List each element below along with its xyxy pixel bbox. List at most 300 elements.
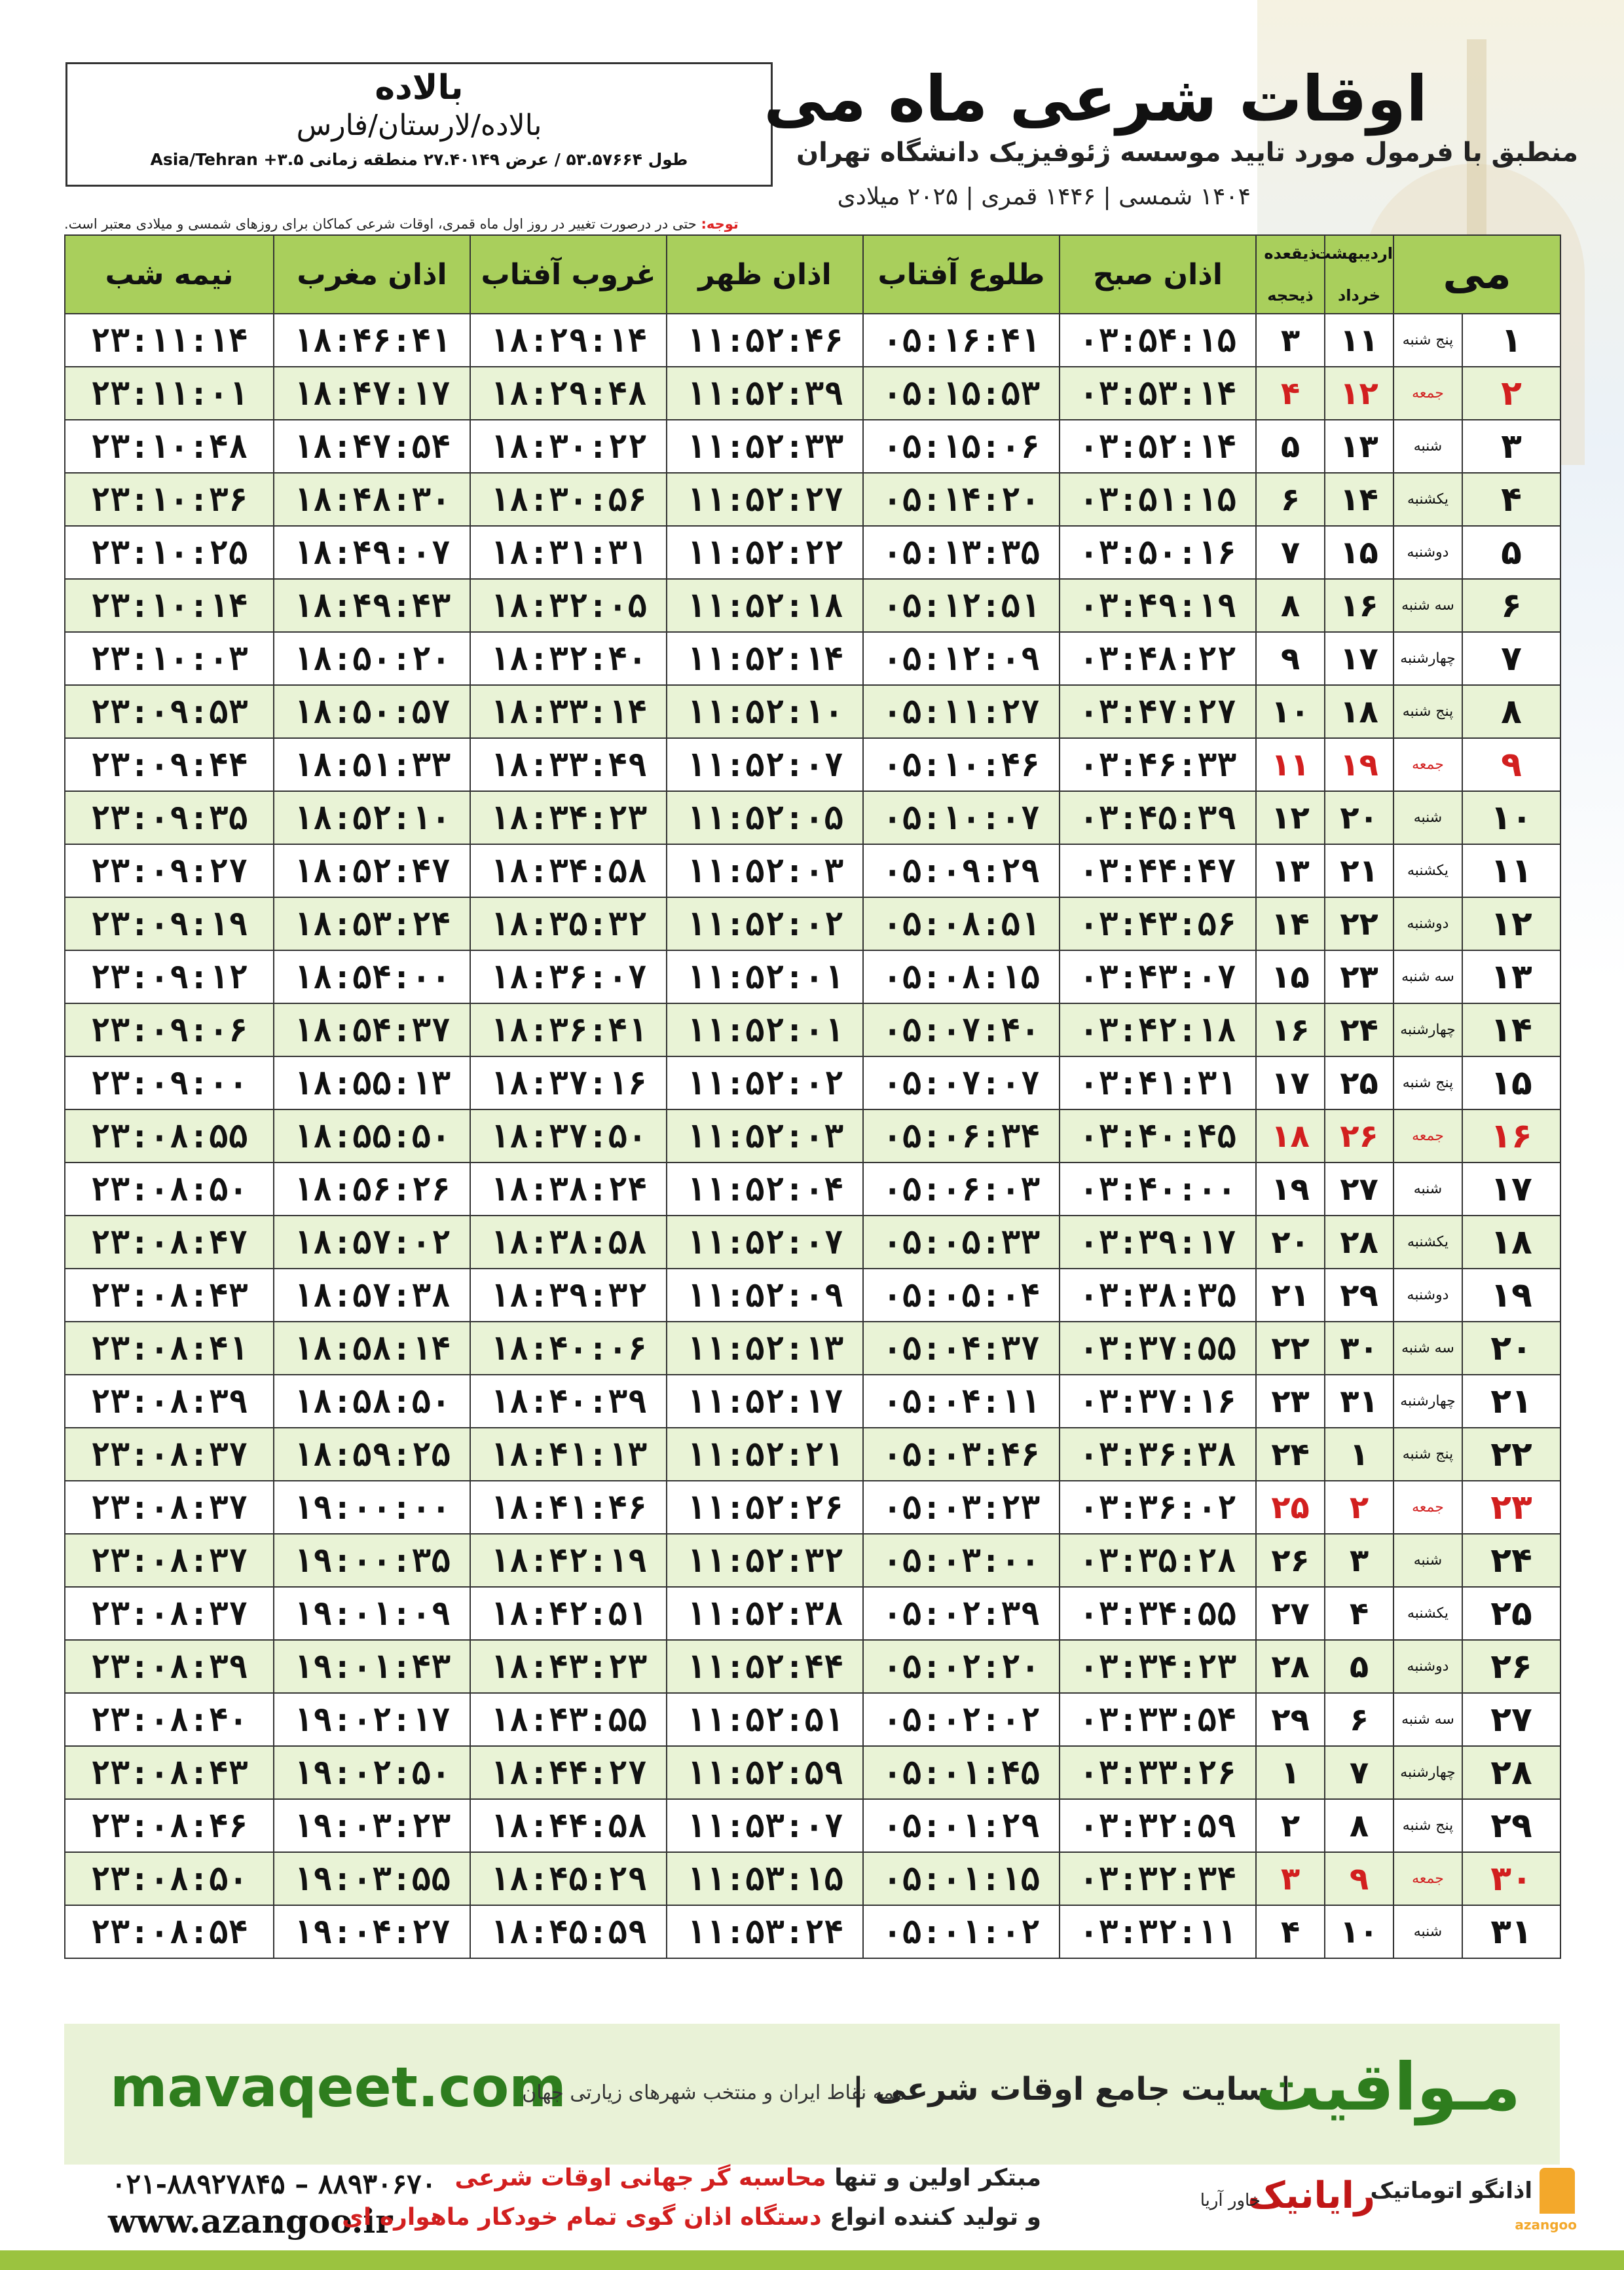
header-sunset: غروب آفتاب [470, 235, 667, 314]
day-number: ۲۹ [1490, 1806, 1532, 1846]
qamari-date: ۱۵ [1271, 958, 1310, 995]
midnight-time: ۲۳:۱۱:۱۴ [90, 321, 248, 360]
shamsi-date: ۱۱ [1340, 322, 1378, 359]
sunrise-time: ۰۵:۱۱:۲۷ [882, 692, 1041, 731]
sunrise-time: ۰۵:۰۸:۱۵ [882, 958, 1041, 996]
sunset-time: ۱۸:۳۴:۲۳ [489, 798, 648, 837]
midnight-time: ۲۳:۰۸:۵۰ [90, 1859, 248, 1898]
fajr-time-cell [1060, 367, 1256, 420]
weekday-name: پنج شنبه [1402, 703, 1454, 720]
day-number-cell [1462, 1640, 1560, 1693]
sunset-time-cell [470, 1534, 667, 1587]
dhuhr-time-cell [667, 1640, 863, 1693]
day-number-cell [1462, 632, 1560, 685]
fajr-time-cell [1060, 1746, 1256, 1799]
sunrise-time-cell [863, 367, 1060, 420]
day-number: ۱۳ [1490, 957, 1532, 997]
qamari-date: ۲ [1280, 1807, 1301, 1844]
sunrise-time: ۰۵:۰۳:۲۳ [882, 1488, 1041, 1527]
azangoo-logo: اذانگو اتوماتیک [1370, 2178, 1532, 2204]
dhuhr-time-cell [667, 1799, 863, 1852]
qamari-date: ۲۳ [1271, 1383, 1310, 1420]
weekday-name: سه شنبه [1401, 597, 1454, 614]
sunrise-time-cell [863, 420, 1060, 473]
qamari-date-cell [1256, 1587, 1325, 1640]
day-number: ۱۴ [1490, 1010, 1532, 1050]
maghrib-time-cell [274, 1534, 470, 1587]
sunrise-time-cell [863, 1163, 1060, 1216]
qamari-date: ۲۵ [1271, 1489, 1310, 1526]
fajr-time-cell [1060, 1216, 1256, 1269]
table-row [65, 632, 1560, 685]
dhuhr-time: ۱۱:۵۲:۰۳ [686, 851, 844, 890]
qamari-date-cell [1256, 950, 1325, 1003]
sunrise-time: ۰۵:۰۳:۰۰ [882, 1541, 1041, 1580]
shamsi-date: ۲۵ [1340, 1064, 1378, 1102]
shamsi-date: ۴ [1349, 1595, 1369, 1632]
shamsi-date-cell [1325, 1003, 1393, 1056]
weekday-name: شنبه [1413, 809, 1443, 826]
fajr-time-cell [1060, 420, 1256, 473]
shamsi-date: ۶ [1349, 1701, 1369, 1738]
maghrib-time-cell [274, 1905, 470, 1958]
sunrise-time: ۰۵:۱۵:۰۶ [882, 427, 1041, 466]
shamsi-date: ۱۹ [1340, 746, 1378, 783]
shamsi-date-cell [1325, 1269, 1393, 1322]
weekday-name-cell [1393, 1375, 1462, 1428]
sunrise-time-cell [863, 1375, 1060, 1428]
weekday-name-cell [1393, 1109, 1462, 1163]
qamari-date-cell [1256, 738, 1325, 791]
sunrise-time: ۰۵:۱۲:۰۹ [882, 639, 1041, 678]
maghrib-time-cell [274, 420, 470, 473]
weekday-name-cell [1393, 367, 1462, 420]
fajr-time: ۰۳:۴۴:۴۷ [1079, 851, 1237, 890]
weekday-name: دوشنبه [1407, 544, 1449, 561]
maghrib-time-cell [274, 1269, 470, 1322]
sunrise-time: ۰۵:۱۰:۴۶ [882, 745, 1041, 784]
sunrise-time: ۰۵:۰۲:۲۰ [882, 1647, 1041, 1686]
table-row [65, 1799, 1560, 1852]
weekday-name-cell [1393, 1428, 1462, 1481]
sunrise-time-cell [863, 1852, 1060, 1905]
maghrib-time: ۱۹:۰۰:۳۵ [293, 1541, 451, 1580]
sunrise-time-cell [863, 1269, 1060, 1322]
dhuhr-time-cell [667, 791, 863, 844]
table-body [65, 314, 1560, 1958]
sunset-time: ۱۸:۴۴:۵۸ [489, 1806, 648, 1845]
weekday-name-cell [1393, 632, 1462, 685]
midnight-time: ۲۳:۰۸:۵۴ [90, 1912, 248, 1951]
dhuhr-time-cell [667, 1003, 863, 1056]
sunset-time-cell [470, 950, 667, 1003]
shamsi-date-cell [1325, 1481, 1393, 1534]
maghrib-time-cell [274, 579, 470, 632]
sunrise-time-cell [863, 526, 1060, 579]
sunrise-time-cell [863, 1905, 1060, 1958]
qamari-date: ۱ [1280, 1754, 1301, 1791]
midnight-time: ۲۳:۰۸:۵۰ [90, 1170, 248, 1208]
day-number-cell [1462, 1322, 1560, 1375]
dhuhr-time-cell [667, 526, 863, 579]
maghrib-time-cell [274, 1693, 470, 1746]
sunset-time-cell [470, 1852, 667, 1905]
shamsi-date-cell [1325, 420, 1393, 473]
day-number-cell [1462, 1481, 1560, 1534]
midnight-time-cell [65, 791, 274, 844]
midnight-time-cell [65, 1428, 274, 1481]
banner-slogan-secondary: همه نقاط ایران و منتخب شهرهای زیارتی جهان [522, 2081, 905, 2104]
maghrib-time-cell [274, 1587, 470, 1640]
sunset-time-cell [470, 314, 667, 367]
fajr-time: ۰۳:۳۵:۲۸ [1079, 1541, 1237, 1580]
fajr-time: ۰۳:۴۳:۵۶ [1079, 904, 1237, 943]
midnight-time-cell [65, 950, 274, 1003]
sunset-time: ۱۸:۴۳:۵۵ [489, 1700, 648, 1739]
dhuhr-time-cell [667, 844, 863, 897]
weekday-name-cell [1393, 1534, 1462, 1587]
fajr-time-cell [1060, 950, 1256, 1003]
qamari-date-cell [1256, 473, 1325, 526]
qamari-date: ۹ [1280, 640, 1301, 677]
day-number-cell [1462, 314, 1560, 367]
table-row [65, 1109, 1560, 1163]
qamari-date-cell [1256, 1216, 1325, 1269]
notice-text: حتی در درصورت تغییر در روز اول ماه قمری، اوقات شرعی کماکان برای روزهای شمسی و میلادی معتبر است. [64, 216, 697, 232]
day-number-cell [1462, 1534, 1560, 1587]
fajr-time: ۰۳:۵۳:۱۴ [1079, 374, 1237, 413]
sunset-time: ۱۸:۳۲:۰۵ [489, 586, 648, 625]
maghrib-time-cell [274, 897, 470, 950]
day-number-cell [1462, 738, 1560, 791]
mavaqeet-banner [64, 2024, 1560, 2165]
table-row [65, 1852, 1560, 1905]
fajr-time-cell [1060, 1109, 1256, 1163]
maghrib-time-cell [274, 526, 470, 579]
dhuhr-time: ۱۱:۵۲:۰۳ [686, 1117, 844, 1155]
midnight-time-cell [65, 1216, 274, 1269]
dhuhr-time-cell [667, 1269, 863, 1322]
sunset-time: ۱۸:۲۹:۱۴ [489, 321, 648, 360]
sunrise-time-cell [863, 1322, 1060, 1375]
ad-line-1-text: مبتکر اولین و تنها [834, 2165, 1041, 2191]
azangoo-logo-en: azangoo [1515, 2217, 1577, 2233]
fajr-time-cell [1060, 1163, 1256, 1216]
sunset-time-cell [470, 1799, 667, 1852]
sunset-time-cell [470, 1640, 667, 1693]
weekday-name: چهارشنبه [1400, 1764, 1456, 1781]
fajr-time: ۰۳:۵۱:۱۵ [1079, 480, 1237, 519]
maghrib-time: ۱۸:۴۹:۰۷ [293, 533, 451, 572]
qamari-date-cell [1256, 526, 1325, 579]
table-row [65, 791, 1560, 844]
qamari-date-cell [1256, 1163, 1325, 1216]
qamari-date: ۱۸ [1271, 1117, 1310, 1155]
sunset-time-cell [470, 791, 667, 844]
banner-url[interactable]: mavaqeet.com [110, 2055, 566, 2119]
shamsi-date: ۲۷ [1340, 1170, 1378, 1208]
sunset-time-cell [470, 1428, 667, 1481]
day-number-cell [1462, 420, 1560, 473]
dhuhr-time-cell [667, 1587, 863, 1640]
midnight-time: ۲۳:۰۹:۰۶ [90, 1011, 248, 1049]
maghrib-time: ۱۸:۵۰:۵۷ [293, 692, 451, 731]
midnight-time: ۲۳:۱۱:۰۱ [90, 374, 248, 413]
table-row [65, 1163, 1560, 1216]
shamsi-date: ۲۰ [1340, 799, 1378, 836]
header-shamsi-top: اردیبهشت [1315, 244, 1393, 263]
day-number: ۲۱ [1490, 1381, 1532, 1421]
shamsi-date: ۲۴ [1340, 1011, 1378, 1049]
weekday-name-cell [1393, 1322, 1462, 1375]
midnight-time: ۲۳:۰۸:۴۳ [90, 1753, 248, 1792]
maghrib-time: ۱۸:۵۴:۳۷ [293, 1011, 451, 1049]
dhuhr-time: ۱۱:۵۲:۱۷ [686, 1382, 844, 1421]
sunrise-time-cell [863, 1003, 1060, 1056]
sunset-time: ۱۸:۳۴:۵۸ [489, 851, 648, 890]
shamsi-date: ۳ [1349, 1542, 1369, 1579]
sunset-time-cell [470, 1216, 667, 1269]
location-path: بالاده/لارستان/فارس [296, 109, 542, 142]
table-row [65, 1003, 1560, 1056]
qamari-date: ۵ [1280, 428, 1301, 465]
day-number-cell [1462, 1216, 1560, 1269]
weekday-name-cell [1393, 791, 1462, 844]
weekday-name: سه شنبه [1401, 1340, 1454, 1356]
fajr-time-cell [1060, 738, 1256, 791]
weekday-name: جمعه [1412, 385, 1444, 401]
table-row [65, 314, 1560, 367]
maghrib-time: ۱۸:۵۵:۱۳ [293, 1064, 451, 1102]
shamsi-date-cell [1325, 1746, 1393, 1799]
sunset-time: ۱۸:۴۱:۴۶ [489, 1488, 648, 1527]
fajr-time: ۰۳:۳۲:۳۴ [1079, 1859, 1237, 1898]
shamsi-date-cell [1325, 1693, 1393, 1746]
qamari-date: ۲۶ [1271, 1542, 1310, 1579]
shamsi-date-cell [1325, 1375, 1393, 1428]
sunset-time-cell [470, 579, 667, 632]
day-number: ۱۱ [1490, 851, 1532, 891]
maghrib-time-cell [274, 1163, 470, 1216]
shamsi-date-cell [1325, 1216, 1393, 1269]
weekday-name: شنبه [1413, 438, 1443, 455]
shamsi-date-cell [1325, 1109, 1393, 1163]
sunset-time: ۱۸:۳۷:۵۰ [489, 1117, 648, 1155]
dhuhr-time-cell [667, 897, 863, 950]
qamari-date: ۲۲ [1271, 1330, 1310, 1367]
dhuhr-time-cell [667, 1375, 863, 1428]
shamsi-date-cell [1325, 1587, 1393, 1640]
dhuhr-time-cell [667, 1428, 863, 1481]
shamsi-date-cell [1325, 897, 1393, 950]
dhuhr-time-cell [667, 1905, 863, 1958]
sunset-time-cell [470, 1746, 667, 1799]
sunset-time-cell [470, 1481, 667, 1534]
maghrib-time: ۱۸:۵۷:۰۲ [293, 1223, 451, 1261]
qamari-date: ۲۱ [1271, 1276, 1310, 1314]
fajr-time: ۰۳:۴۲:۱۸ [1079, 1011, 1237, 1049]
table-row [65, 1693, 1560, 1746]
dhuhr-time-cell [667, 420, 863, 473]
ad-line-1 [455, 2165, 1041, 2191]
day-number-cell [1462, 526, 1560, 579]
dhuhr-time: ۱۱:۵۲:۱۰ [686, 692, 844, 731]
header-qamari-top: ذیقعده [1264, 244, 1317, 263]
midnight-time-cell [65, 473, 274, 526]
sunrise-time-cell [863, 738, 1060, 791]
table-row [65, 685, 1560, 738]
location-name: بالاده [375, 68, 464, 107]
weekday-name: دوشنبه [1407, 1658, 1449, 1675]
maghrib-time: ۱۹:۰۱:۰۹ [293, 1594, 451, 1633]
sunset-time: ۱۸:۳۷:۱۶ [489, 1064, 648, 1102]
day-number: ۳ [1501, 426, 1522, 466]
sunset-time: ۱۸:۳۳:۱۴ [489, 692, 648, 731]
fajr-time-cell [1060, 1852, 1256, 1905]
weekday-name-cell [1393, 473, 1462, 526]
midnight-time-cell [65, 1587, 274, 1640]
day-number-cell [1462, 1003, 1560, 1056]
dhuhr-time: ۱۱:۵۲:۰۱ [686, 958, 844, 996]
fajr-time: ۰۳:۳۶:۰۲ [1079, 1488, 1237, 1527]
maghrib-time: ۱۹:۰۳:۲۳ [293, 1806, 451, 1845]
sunrise-time: ۰۵:۱۲:۵۱ [882, 586, 1041, 625]
dhuhr-time-cell [667, 1746, 863, 1799]
dhuhr-time: ۱۱:۵۲:۵۹ [686, 1753, 844, 1792]
shamsi-date: ۳۱ [1340, 1383, 1378, 1420]
sunrise-time: ۰۵:۱۵:۵۳ [882, 374, 1041, 413]
dhuhr-time-cell [667, 738, 863, 791]
sunrise-time-cell [863, 1109, 1060, 1163]
sunset-time: ۱۸:۳۹:۳۲ [489, 1276, 648, 1314]
day-number: ۱۶ [1490, 1116, 1532, 1156]
header-shamsi [1315, 235, 1393, 314]
dhuhr-time: ۱۱:۵۲:۲۷ [686, 480, 844, 519]
shamsi-date: ۱۶ [1340, 587, 1378, 624]
maghrib-time: ۱۸:۵۵:۵۰ [293, 1117, 451, 1155]
dhuhr-time: ۱۱:۵۲:۳۳ [686, 427, 844, 466]
weekday-name: یکشنبه [1407, 863, 1449, 879]
shamsi-date-cell [1325, 791, 1393, 844]
dhuhr-time: ۱۱:۵۲:۰۴ [686, 1170, 844, 1208]
sunset-time-cell [470, 1375, 667, 1428]
qamari-date: ۱۷ [1271, 1064, 1310, 1102]
dhuhr-time: ۱۱:۵۲:۱۳ [686, 1329, 844, 1368]
dhuhr-time: ۱۱:۵۲:۰۵ [686, 798, 844, 837]
maghrib-time: ۱۸:۵۱:۳۳ [293, 745, 451, 784]
maghrib-time-cell [274, 1428, 470, 1481]
sunset-time: ۱۸:۳۲:۴۰ [489, 639, 648, 678]
dhuhr-time-cell [667, 950, 863, 1003]
day-number: ۱۷ [1490, 1169, 1532, 1209]
fajr-time: ۰۳:۴۸:۲۲ [1079, 639, 1237, 678]
weekday-name: چهارشنبه [1400, 1393, 1456, 1409]
shamsi-date: ۱۵ [1340, 534, 1378, 571]
day-number-cell [1462, 367, 1560, 420]
contact-website[interactable]: www.azangoo.ir [108, 2202, 393, 2241]
weekday-name: یکشنبه [1407, 1234, 1449, 1250]
midnight-time-cell [65, 314, 274, 367]
shamsi-date-cell [1325, 526, 1393, 579]
midnight-time: ۲۳:۰۸:۴۱ [90, 1329, 248, 1368]
sunset-time-cell [470, 1109, 667, 1163]
table-row [65, 1746, 1560, 1799]
table-row [65, 1056, 1560, 1109]
weekday-name: یکشنبه [1407, 1605, 1449, 1622]
sunrise-time: ۰۵:۰۲:۰۲ [882, 1700, 1041, 1739]
maghrib-time-cell [274, 1481, 470, 1534]
day-number-cell [1462, 791, 1560, 844]
table-row [65, 1481, 1560, 1534]
sunset-time: ۱۸:۴۵:۵۹ [489, 1912, 648, 1951]
fajr-time: ۰۳:۴۰:۰۰ [1079, 1170, 1237, 1208]
qamari-date-cell [1256, 1640, 1325, 1693]
qamari-date-cell [1256, 791, 1325, 844]
qamari-date-cell [1256, 1428, 1325, 1481]
weekday-name: پنج شنبه [1402, 1817, 1454, 1834]
maghrib-time-cell [274, 1640, 470, 1693]
header-qamari [1256, 235, 1325, 314]
maghrib-time-cell [274, 791, 470, 844]
weekday-name-cell [1393, 844, 1462, 897]
sunset-time-cell [470, 897, 667, 950]
shamsi-date: ۱۴ [1340, 481, 1378, 518]
midnight-time-cell [65, 1163, 274, 1216]
table-row [65, 1640, 1560, 1693]
maghrib-time: ۱۸:۵۴:۰۰ [293, 958, 451, 996]
shamsi-date: ۲۳ [1340, 958, 1378, 995]
shamsi-date-cell [1325, 738, 1393, 791]
midnight-time-cell [65, 1640, 274, 1693]
day-number: ۱ [1501, 320, 1522, 360]
shamsi-date-cell [1325, 314, 1393, 367]
qamari-date: ۱۶ [1271, 1011, 1310, 1049]
midnight-time: ۲۳:۰۹:۴۴ [90, 745, 248, 784]
maghrib-time: ۱۸:۴۷:۱۷ [293, 374, 451, 413]
weekday-name-cell [1393, 1481, 1462, 1534]
day-number: ۹ [1501, 745, 1522, 785]
sunset-time: ۱۸:۲۹:۴۸ [489, 374, 648, 413]
dhuhr-time-cell [667, 1534, 863, 1587]
weekday-name: جمعه [1412, 1128, 1444, 1144]
header-month: می [1393, 235, 1560, 314]
maghrib-time-cell [274, 1852, 470, 1905]
dhuhr-time: ۱۱:۵۲:۰۲ [686, 1064, 844, 1102]
fajr-time-cell [1060, 791, 1256, 844]
banner-brand: مـواقیت [1255, 2049, 1521, 2125]
day-number-cell [1462, 950, 1560, 1003]
sunset-time: ۱۸:۴۲:۵۱ [489, 1594, 648, 1633]
sunrise-time-cell [863, 1481, 1060, 1534]
midnight-time: ۲۳:۰۹:۵۳ [90, 692, 248, 731]
shamsi-date-cell [1325, 579, 1393, 632]
day-number: ۲۰ [1490, 1328, 1532, 1368]
midnight-time: ۲۳:۰۸:۴۳ [90, 1276, 248, 1314]
qamari-date-cell [1256, 1375, 1325, 1428]
day-number: ۲۲ [1490, 1434, 1532, 1474]
contact-phone: ۰۲۱-۸۸۹۲۷۸۴۵ – ۸۸۹۳۰۶۷۰ [111, 2168, 437, 2200]
table-header-row [65, 235, 1560, 314]
dhuhr-time: ۱۱:۵۲:۱۸ [686, 586, 844, 625]
qamari-date-cell [1256, 1534, 1325, 1587]
sunset-time-cell [470, 1163, 667, 1216]
midnight-time: ۲۳:۱۰:۴۸ [90, 427, 248, 466]
sunset-time: ۱۸:۳۰:۲۲ [489, 427, 648, 466]
fajr-time-cell [1060, 632, 1256, 685]
notice [64, 216, 739, 232]
fajr-time-cell [1060, 897, 1256, 950]
maghrib-time-cell [274, 950, 470, 1003]
